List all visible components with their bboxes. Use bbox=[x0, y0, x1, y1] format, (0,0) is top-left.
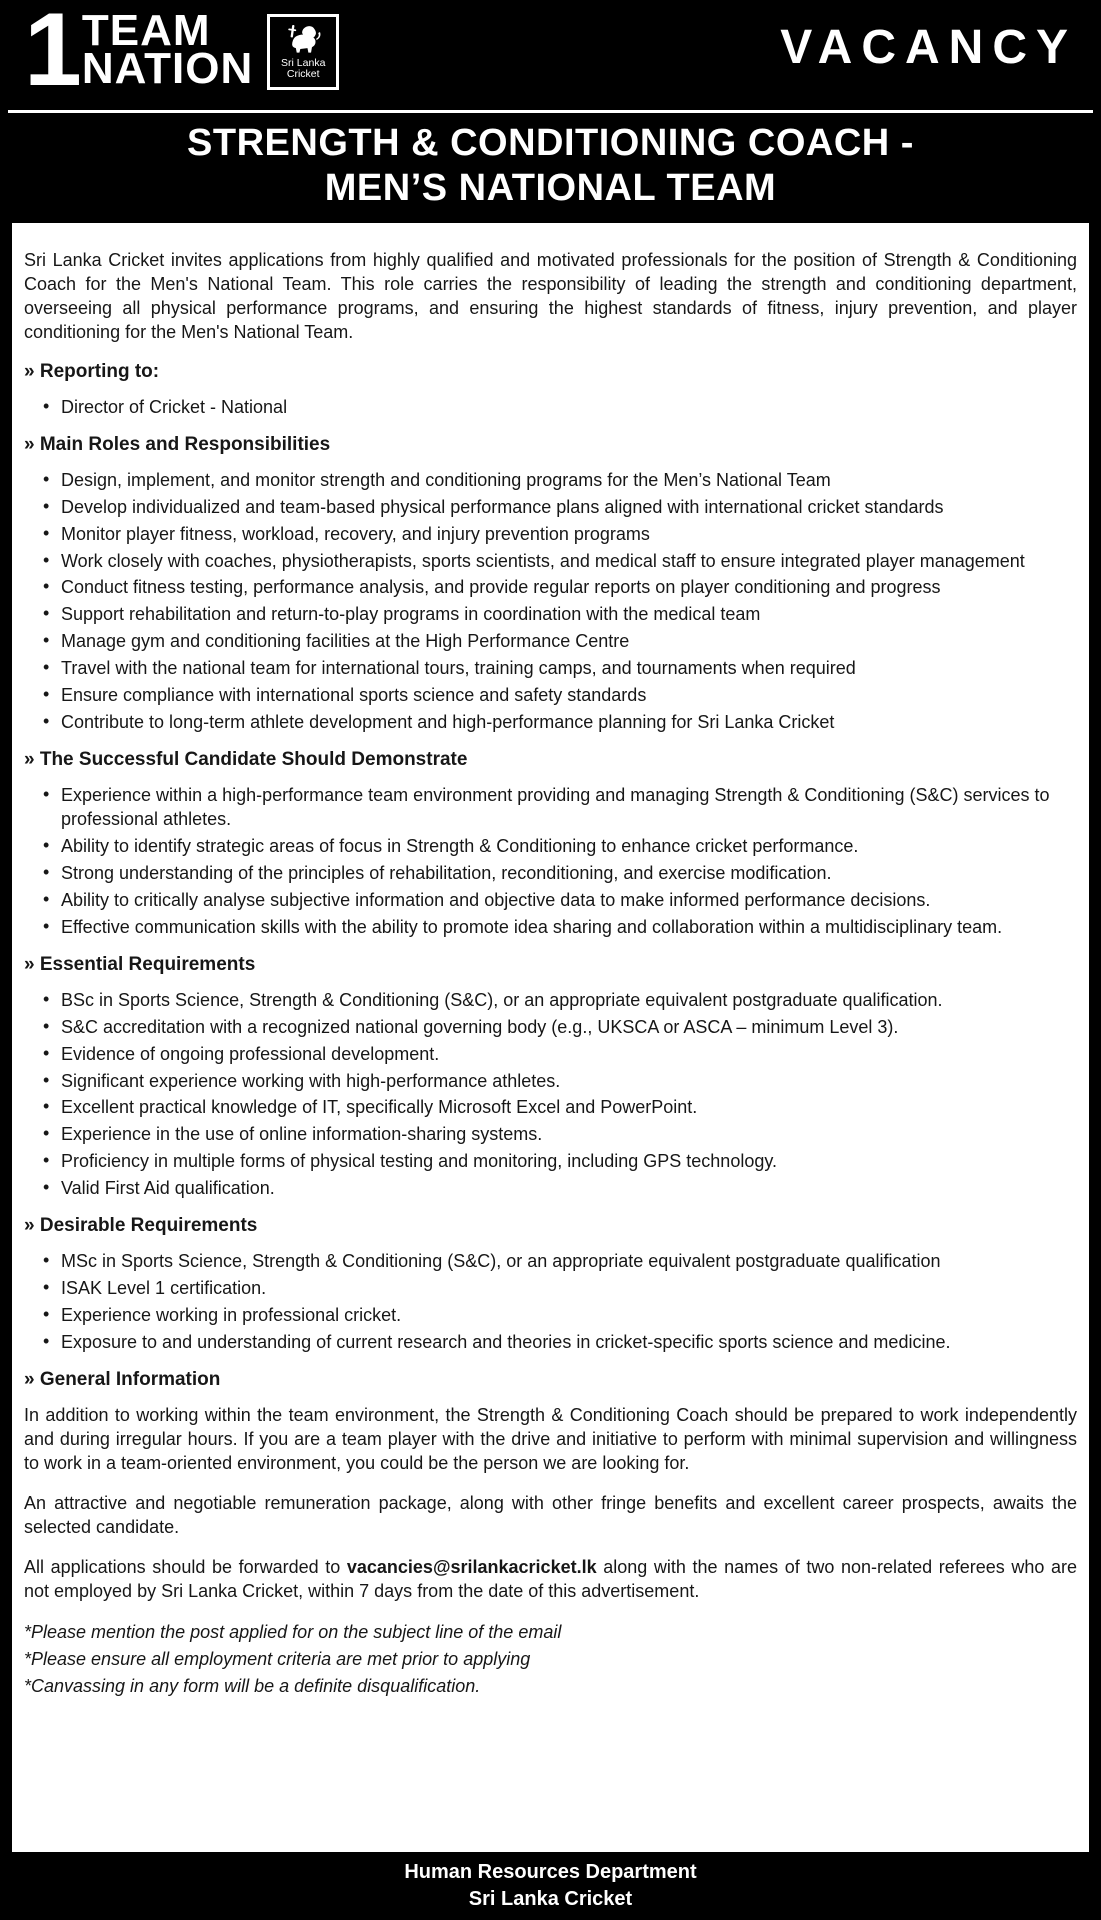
crest-text-line2: Cricket bbox=[286, 68, 320, 80]
list-item: • Work closely with coaches, physiotherapists, sports scientists, and medical staff to ensure integrated player management bbox=[24, 550, 1077, 574]
vacancy-label: VACANCY bbox=[780, 21, 1077, 74]
section-heading-main-roles: » Main Roles and Responsibilities bbox=[24, 433, 331, 455]
footnote-line: *Canvassing in any form will be a definite disqualification. bbox=[24, 1676, 481, 1697]
list-item: • Effective communication skills with the ability to promote idea sharing and collaboration within a multidisciplinary team. bbox=[24, 916, 1077, 940]
list-item: • BSc in Sports Science, Strength & Conditioning (S&C), or an appropriate equivalent postgraduate qualification. bbox=[24, 989, 1077, 1013]
list-item: • Strong understanding of the principles of rehabilitation, reconditioning, and exercise modification. bbox=[24, 862, 1077, 886]
content-panel bbox=[12, 223, 1089, 1852]
header bbox=[0, 0, 1101, 223]
list-item: • Manage gym and conditioning facilities at the High Performance Centre bbox=[24, 630, 1077, 654]
job-title-line1: STRENGTH & CONDITIONING COACH - bbox=[187, 122, 914, 164]
header-logo-row bbox=[0, 0, 1101, 108]
list-item: • Excellent practical knowledge of IT, specifically Microsoft Excel and PowerPoint. bbox=[24, 1096, 1077, 1120]
list-item: • Support rehabilitation and return-to-play programs in coordination with the medical team bbox=[24, 603, 1077, 627]
list-item: • Experience working in professional cricket. bbox=[24, 1304, 1077, 1328]
list-item: • Contribute to long-term athlete development and high-performance planning for Sri Lanka Cricket bbox=[24, 711, 1077, 735]
list-item: • Conduct fitness testing, performance analysis, and provide regular reports on player conditioning and progress bbox=[24, 576, 1077, 600]
list-item: • Develop individualized and team-based physical performance plans aligned with international cricket standards bbox=[24, 496, 1077, 520]
list-item: • Ability to identify strategic areas of focus in Strength & Conditioning to enhance cricket performance. bbox=[24, 835, 1077, 859]
logo-words bbox=[81, 6, 254, 93]
logo-word-team: TEAM bbox=[81, 6, 211, 55]
list-item: • Evidence of ongoing professional development. bbox=[24, 1043, 1077, 1067]
lion-with-sword-icon bbox=[283, 24, 323, 58]
footer-department: Human Resources Department bbox=[404, 1861, 697, 1883]
list-item: • MSc in Sports Science, Strength & Conditioning (S&C), or an appropriate equivalent postgraduate qualification bbox=[24, 1250, 1077, 1274]
job-title-line2: MEN’S NATIONAL TEAM bbox=[324, 167, 777, 209]
application-text-post: along with the names of two non-related referees who are not employed by Sri Lanka Cricket, within 7 days from the date of this advertisement. bbox=[24, 1556, 1077, 1601]
logo-word-nation: NATION bbox=[81, 44, 254, 93]
section-heading-desirable-requirements: » Desirable Requirements bbox=[24, 1215, 258, 1237]
application-text-pre: All applications should be forwarded to bbox=[24, 1556, 347, 1577]
footer-organization: Sri Lanka Cricket bbox=[468, 1888, 633, 1910]
list-item: • Exposure to and understanding of current research and theories in cricket-specific sports science and medicine. bbox=[24, 1331, 1077, 1355]
section-heading-reporting-to: » Reporting to: bbox=[24, 360, 160, 382]
general-info-paragraph-2: An attractive and negotiable remuneration package, along with other fringe benefits and excellent career prospects, awaits the selected candidate. bbox=[24, 1492, 1077, 1537]
footnotes bbox=[24, 1620, 1077, 1699]
section-heading-essential-requirements: » Essential Requirements bbox=[24, 953, 256, 975]
list-item: • Experience within a high-performance team environment providing and managing Strength & Conditioning (S&C) services to professional athletes. bbox=[24, 784, 1077, 832]
footnote-line: *Please ensure all employment criteria are met prior to applying bbox=[24, 1648, 531, 1669]
main-roles-list bbox=[24, 469, 1077, 735]
list-item: • Ability to critically analyse subjective information and objective data to make informed performance decisions. bbox=[24, 889, 1077, 913]
general-info-paragraph-1: In addition to working within the team environment, the Strength & Conditioning Coach should be prepared to work independently and during irregular hours. If you are a team player with the drive and initiative to perform with minimal supervision and willingness to work in a team-oriented environment, you could be the person we are looking for. bbox=[24, 1404, 1077, 1473]
intro-paragraph: Sri Lanka Cricket invites applications from highly qualified and motivated professionals for the position of Strength & Conditioning Coach for the Men's National Team. This role carries the responsibility of leading the strength and conditioning department, overseeing all physical performance programs, and ensuring the highest standards of fitness, injury prevention, and player conditioning for the Men's National Team. bbox=[24, 250, 1077, 342]
list-item: • Design, implement, and monitor strength and conditioning programs for the Men’s National Team bbox=[24, 469, 1077, 493]
list-item: • Experience in the use of online information-sharing systems. bbox=[24, 1123, 1077, 1147]
desirable-requirements-list bbox=[24, 1250, 1077, 1355]
list-item: • Travel with the national team for international tours, training camps, and tournaments when required bbox=[24, 657, 1077, 681]
footer bbox=[0, 1852, 1101, 1920]
footnote-line: *Please mention the post applied for on the subject line of the email bbox=[24, 1621, 562, 1642]
successful-candidate-list bbox=[24, 784, 1077, 940]
list-item: • Valid First Aid qualification. bbox=[24, 1177, 1077, 1201]
section-heading-successful-candidate: » The Successful Candidate Should Demonstrate bbox=[24, 749, 468, 771]
job-title bbox=[0, 121, 1101, 211]
header-divider bbox=[8, 110, 1093, 113]
sri-lanka-cricket-crest bbox=[267, 14, 339, 90]
list-item: • Director of Cricket - National bbox=[24, 396, 1077, 420]
list-item: • Proficiency in multiple forms of physical testing and monitoring, including GPS technology. bbox=[24, 1150, 1077, 1174]
section-heading-general-information: » General Information bbox=[24, 1368, 221, 1390]
list-item: • Significant experience working with high-performance athletes. bbox=[24, 1070, 1077, 1094]
reporting-to-list bbox=[24, 396, 1077, 420]
essential-requirements-list bbox=[24, 989, 1077, 1202]
list-item: • ISAK Level 1 certification. bbox=[24, 1277, 1077, 1301]
list-item: • Ensure compliance with international sports science and safety standards bbox=[24, 684, 1077, 708]
application-email: vacancies@srilankacricket.lk bbox=[346, 1556, 597, 1577]
application-instructions-paragraph bbox=[24, 1556, 1077, 1604]
list-item: • S&C accreditation with a recognized national governing body (e.g., UKSCA or ASCA – minimum Level 3). bbox=[24, 1016, 1077, 1040]
logo-numeral: 1 bbox=[24, 0, 78, 108]
one-team-one-nation-logo bbox=[24, 0, 339, 108]
crest-text-line1: Sri Lanka bbox=[281, 57, 326, 69]
list-item: • Monitor player fitness, workload, recovery, and injury prevention programs bbox=[24, 523, 1077, 547]
